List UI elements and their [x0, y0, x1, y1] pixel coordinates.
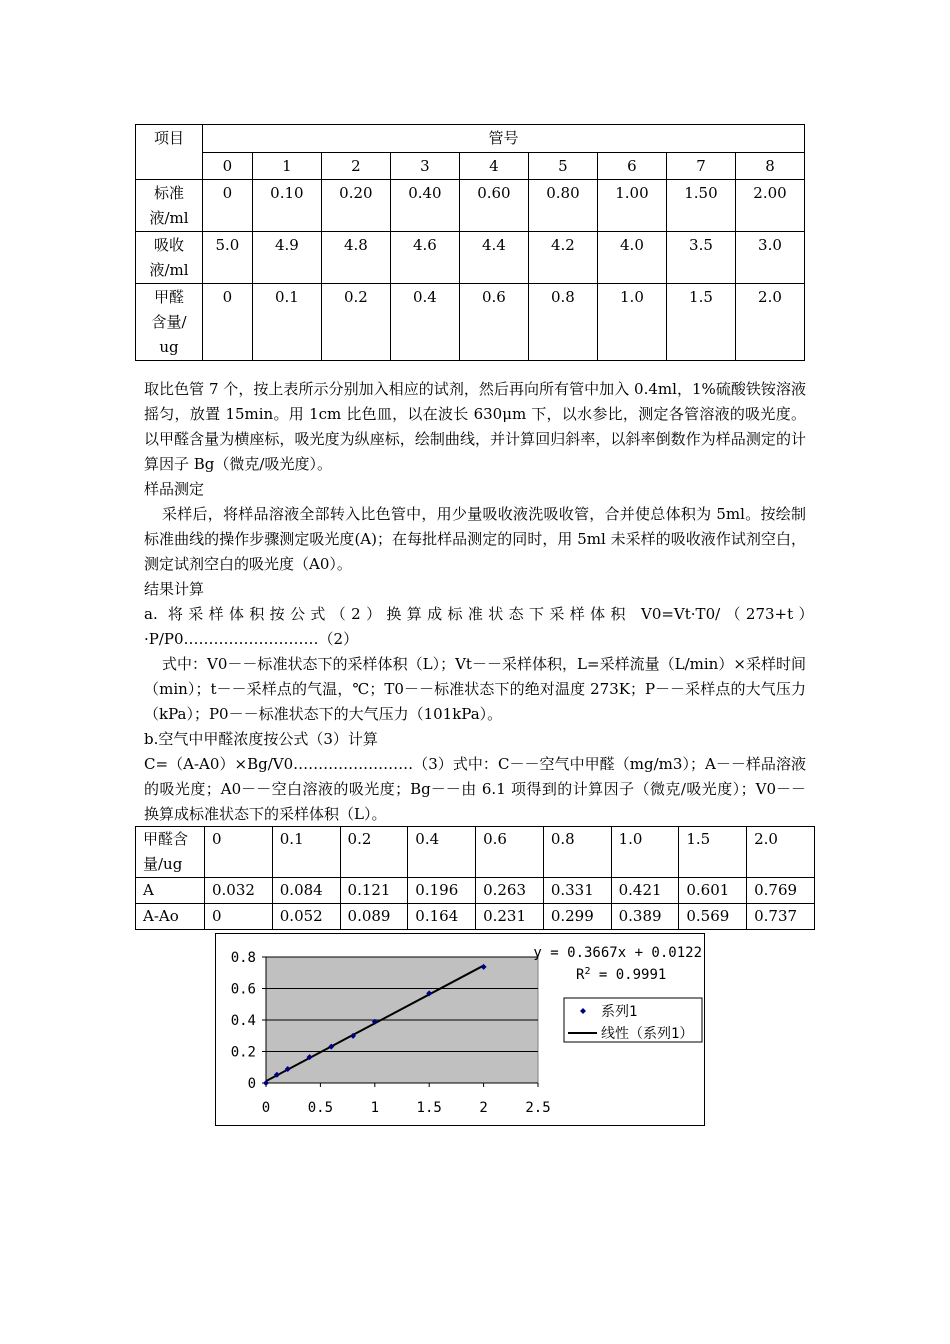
y-tick-label: 0.6 — [230, 981, 256, 998]
table-cell: 0.6 — [476, 827, 544, 878]
table-cell: 0.4 — [390, 284, 459, 361]
table-cell: 4.0 — [597, 232, 666, 284]
x-tick-label: 1 — [370, 1100, 380, 1116]
tube-number-cell: 5 — [528, 153, 597, 180]
table-cell: 0.8 — [528, 284, 597, 361]
row-label-line: 甲醛 — [153, 288, 184, 306]
table-row — [136, 180, 805, 232]
table-cell: 0.10 — [252, 180, 321, 232]
table-cell: 1.00 — [597, 180, 666, 232]
body-text — [144, 377, 806, 827]
corner-cell: 项目 — [136, 125, 203, 180]
paragraph-sample-measurement: 采样后，将样品溶液全部转入比色管中，用少量吸收液洗吸收管，合并使总体积为 5ml。按绘制标准曲线的操作步骤测定吸光度(A)；在每批样品测定的同时，用 5ml 未采样的吸收液作试剂空白，测定试剂空白的吸光度（A0）。 — [144, 505, 806, 573]
table-row — [136, 878, 815, 904]
trendline-equation: y = 0.3667x + 0.0122 — [533, 945, 702, 961]
table-cell: 0.737 — [747, 904, 815, 930]
row-label-line: 标准 — [153, 184, 184, 202]
table-cell: 0.769 — [747, 878, 815, 904]
paragraph-formula-3-intro: b.空气中甲醛浓度按公式（3）计算 — [144, 730, 378, 748]
heading-sample-measurement: 样品测定 — [144, 480, 205, 498]
tube-number-cell: 8 — [735, 153, 804, 180]
paragraph-formula-2-terms: 式中：V0－－标准状态下的采样体积（L）；Vt－－采样体积，L=采样流量（L/min）×采样时间（min）；t－－采样点的气温，℃；T0－－标准状态下的绝对温度 273K；P－－采样点的大气压力（kPa）；P0－－标准状态下的大气压力（101kPa）。 — [144, 655, 806, 723]
calibration-chart-svg — [216, 934, 704, 1125]
table-cell: 0.80 — [528, 180, 597, 232]
table-cell: 1.5 — [666, 284, 735, 361]
table-cell: 3.0 — [735, 232, 804, 284]
table-cell: 1.0 — [611, 827, 679, 878]
table-cell: 5.0 — [203, 232, 253, 284]
x-tick-label: 0 — [261, 1100, 271, 1116]
x-tick-label: 1.5 — [416, 1100, 442, 1116]
table-cell: 0.084 — [272, 878, 340, 904]
row-label-line: 液/ml — [149, 261, 189, 279]
paragraph-procedure: 取比色管 7 个，按上表所示分别加入相应的试剂，然后再向所有管中加入 0.4ml，1%硫酸铁铵溶液摇匀，放置 15min。用 1cm 比色皿，以在波长 630μm 下，以水参比，测定各管溶液的吸光度。以甲醛含量为横座标，吸光度为纵座标，绘制曲线，并计算回归斜率，以斜率倒数作为样品测定的计算因子 Bg（微克/吸光度）。 — [144, 380, 806, 473]
tube-number-cell: 7 — [666, 153, 735, 180]
calibration-chart — [215, 933, 705, 1126]
paragraph-formula-2: a. 将采样体积按公式（2）换算成标准状态下采样体积 V0=Vt·T0/（273+t）·P/P0………………………（2） — [144, 605, 806, 648]
row-label-line: ug — [159, 338, 179, 356]
row-label-line: 甲醛含 — [143, 830, 189, 848]
table-cell: 0.2 — [321, 284, 390, 361]
y-tick-label: 0.2 — [230, 1044, 256, 1061]
table-cell: 0.389 — [611, 904, 679, 930]
absorbance-table-body — [136, 827, 815, 930]
row-label-cell — [136, 827, 205, 878]
x-tick-label: 0.5 — [307, 1100, 334, 1116]
tube-number-cell: 0 — [203, 153, 253, 180]
table-cell: 0.231 — [476, 904, 544, 930]
table-cell: 0.164 — [408, 904, 476, 930]
table-cell: 0.196 — [408, 878, 476, 904]
table-cell: 0.121 — [340, 878, 408, 904]
table-cell: 0.20 — [321, 180, 390, 232]
legend-trendline-label: 线性（系列1） — [601, 1026, 694, 1042]
table-cell: 0.569 — [679, 904, 747, 930]
table-cell: 0.6 — [459, 284, 528, 361]
row-label-cell — [136, 180, 203, 232]
table-cell: 0 — [203, 284, 253, 361]
y-tick-label: 0.4 — [230, 1013, 256, 1029]
tube-number-cell: 4 — [459, 153, 528, 180]
standard-tube-table — [135, 124, 805, 361]
row-label-line: 含量/ — [151, 313, 187, 331]
tube-group-header: 管号 — [203, 125, 805, 153]
table-cell: 0.1 — [252, 284, 321, 361]
table-cell: 4.9 — [252, 232, 321, 284]
table-row — [136, 284, 805, 361]
tube-number-cell: 3 — [390, 153, 459, 180]
table-cell: 0 — [205, 904, 273, 930]
x-tick-label: 2 — [479, 1100, 488, 1116]
table-cell: 1.50 — [666, 180, 735, 232]
row-label-line: 吸收 — [153, 236, 184, 254]
y-tick-label: 0.8 — [230, 950, 256, 966]
absorbance-table — [135, 826, 815, 930]
table-cell: 4.4 — [459, 232, 528, 284]
table-cell: 2.0 — [747, 827, 815, 878]
table-cell: 1.5 — [679, 827, 747, 878]
table-cell: 3.5 — [666, 232, 735, 284]
table-cell: 0.299 — [543, 904, 611, 930]
table-cell: 2.00 — [735, 180, 804, 232]
tube-number-cell: 2 — [321, 153, 390, 180]
table-cell: 4.2 — [528, 232, 597, 284]
table-row — [136, 232, 805, 284]
tube-number-cell: 6 — [597, 153, 666, 180]
table-cell: 4.6 — [390, 232, 459, 284]
table-cell: 0 — [205, 827, 273, 878]
row-label-cell — [136, 284, 203, 361]
table-cell: 0.421 — [611, 878, 679, 904]
table-cell: 0.8 — [543, 827, 611, 878]
row-label-line: 量/ug — [143, 855, 183, 873]
table-cell: 0.263 — [476, 878, 544, 904]
row-label-line: 液/ml — [149, 209, 189, 227]
table-cell: 0.089 — [340, 904, 408, 930]
table-cell: 0.052 — [272, 904, 340, 930]
row-label-cell — [136, 232, 203, 284]
row-label-cell: A-Ao — [136, 904, 205, 930]
tube-number-row — [136, 153, 805, 180]
table-cell: 0.601 — [679, 878, 747, 904]
table-header-row — [136, 827, 815, 878]
table-cell: 0.60 — [459, 180, 528, 232]
table-cell: 0.1 — [272, 827, 340, 878]
paragraph-formula-3: C=（A-A0）×Bg/V0……………………（3）式中：C－－空气中甲醛（mg/m3）；A－－样品溶液的吸光度；A0－－空白溶液的吸光度；Bg－－由 6.1 项得到的计算因子（微克/吸光度）；V0－－换算成标准状态下的采样体积（L）。 — [144, 755, 806, 823]
table-header-row — [136, 125, 805, 153]
table-cell: 0.2 — [340, 827, 408, 878]
row-label-cell: A — [136, 878, 205, 904]
table-cell: 1.0 — [597, 284, 666, 361]
y-tick-label: 0 — [247, 1076, 256, 1092]
table-row — [136, 904, 815, 930]
table-cell: 0.4 — [408, 827, 476, 878]
table-cell: 2.0 — [735, 284, 804, 361]
tube-number-cell: 1 — [252, 153, 321, 180]
table-cell: 0.032 — [205, 878, 273, 904]
table-cell: 0.331 — [543, 878, 611, 904]
heading-result-calculation: 结果计算 — [144, 580, 205, 598]
table-cell: 0 — [203, 180, 253, 232]
table-cell: 0.40 — [390, 180, 459, 232]
table-cell: 4.8 — [321, 232, 390, 284]
r-squared-label: $R^2 = 0.9991$ — [576, 965, 667, 983]
standard-tube-table-body — [136, 125, 805, 361]
legend-series-label: 系列1 — [601, 1004, 638, 1020]
x-tick-label: 2.5 — [525, 1100, 551, 1116]
